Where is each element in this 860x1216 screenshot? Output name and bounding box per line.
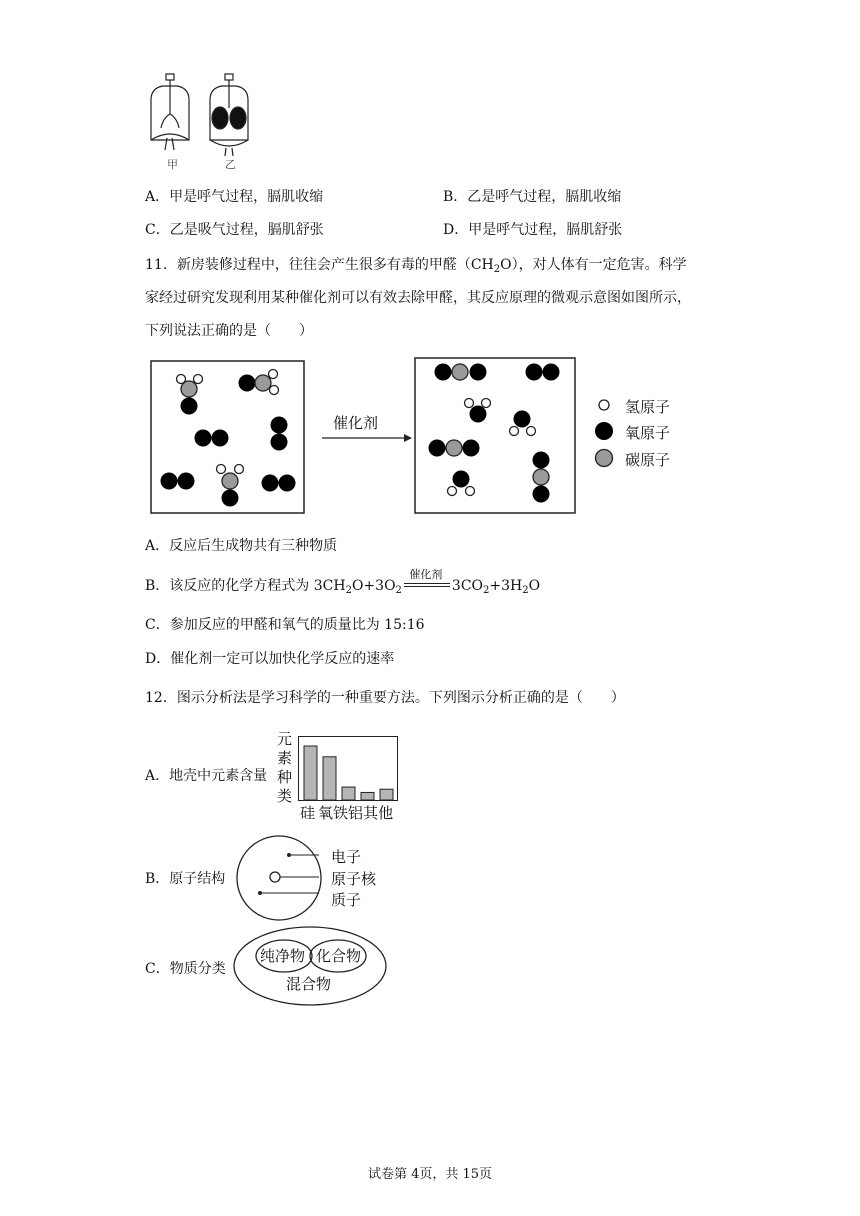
q12-stem: 12．图示分析法是学习科学的一种重要方法。下列图示分析正确的是（ ） — [145, 690, 625, 706]
bar-硅 — [304, 746, 317, 800]
classification-diagram — [232, 925, 388, 1007]
legend-hydrogen-icon — [599, 400, 609, 410]
oxygen-molecule — [526, 364, 560, 381]
q11-option-c: C．参加反应的甲醛和氧气的质量比为 15:16 — [145, 617, 425, 633]
q11-option-a: A．反应后生成物共有三种物质 — [145, 538, 338, 554]
atom-label-electron: 电子 — [331, 848, 362, 866]
products-box — [415, 358, 575, 513]
q11-stem-line3: 下列说法正确的是（ ） — [145, 323, 313, 339]
oxygen-molecule — [271, 417, 288, 451]
water-molecule — [465, 399, 491, 423]
bar-氧 — [323, 757, 336, 800]
q11-stem-line1: 11．新房装修过程中，往往会产生很多有毒的甲醛$(CH_2O)$，对人体有一定危害。科学 — [145, 257, 687, 275]
water-molecule — [448, 471, 475, 496]
chart-xlabels — [300, 802, 393, 823]
oxygen-molecule — [262, 475, 296, 492]
x-tick-label: 其他 — [363, 804, 394, 822]
q10-option-a: A．甲是呼气过程，膈肌收缩 — [145, 189, 324, 205]
class-label-pure: 纯净物 — [260, 947, 306, 965]
page-footer: 试卷第 4页，共 15页 — [367, 1167, 493, 1182]
formaldehyde-molecule — [217, 465, 244, 507]
q12-option-a: A．地壳中元素含量 — [145, 768, 268, 784]
carbon-dioxide-molecule — [533, 452, 550, 503]
class-label-compound: 化合物 — [316, 947, 362, 965]
legend-carbon-label: 碳原子 — [625, 451, 671, 469]
reaction-diagram — [148, 356, 708, 518]
bar-铝 — [361, 792, 374, 800]
oxygen-molecule — [161, 473, 195, 490]
atom-structure-diagram — [235, 835, 335, 925]
q10-option-c: C．乙是吸气过程，膈肌舒张 — [145, 222, 324, 238]
chart-ylabel: 元 素 种 类 — [277, 730, 293, 805]
formaldehyde-molecule — [177, 375, 203, 415]
q10-option-b: B．乙是呼气过程，膈肌收缩 — [443, 189, 622, 205]
image-label-jia: 甲 — [167, 158, 178, 171]
q11-option-d: D．催化剂一定可以加快化学反应的速率 — [145, 651, 395, 667]
equation-condition: 催化剂 — [404, 579, 450, 593]
image-label-yi: 乙 — [225, 158, 236, 171]
carbon-dioxide-molecule — [435, 364, 487, 381]
x-tick-label: 铁 — [333, 804, 349, 822]
reaction-arrowhead — [404, 434, 412, 442]
q11-option-b: B．该反应的化学方程式为 $3CH_2O+3O_2$ 催化剂 $3CO_2+3H_2O$ — [145, 568, 541, 596]
formaldehyde-molecule — [239, 370, 279, 395]
legend-carbon-icon — [596, 450, 613, 467]
legend-oxygen-label: 氧原子 — [625, 424, 671, 442]
oxygen-molecule — [195, 430, 229, 447]
bar-其他 — [380, 789, 393, 800]
element-bar-chart — [298, 736, 398, 802]
jar-jia — [151, 74, 189, 150]
arrow-label: 催化剂 — [333, 414, 379, 432]
water-molecule — [510, 411, 536, 436]
q10-option-d: D．甲是呼气过程，膈肌舒张 — [443, 222, 623, 238]
bar-铁 — [342, 787, 355, 800]
atom-label-nucleus: 原子核 — [331, 870, 377, 888]
jar-yi — [210, 74, 248, 156]
legend-oxygen-icon — [595, 422, 613, 440]
legend-hydrogen-label: 氢原子 — [625, 398, 671, 416]
breathing-model-images — [145, 72, 265, 172]
x-tick-label: 硅 — [300, 804, 316, 822]
carbon-dioxide-molecule — [429, 440, 480, 457]
class-label-mixture: 混合物 — [286, 975, 332, 993]
legend — [595, 400, 613, 467]
x-tick-label: 氧 — [318, 804, 334, 822]
atom-label-proton: 质子 — [331, 891, 362, 909]
x-tick-label: 铝 — [348, 804, 364, 822]
nucleus-circle — [270, 872, 280, 882]
q11-stem-line2: 家经过研究发现利用某种催化剂可以有效去除甲醛，其反应原理的微观示意图如图所示， — [145, 290, 691, 306]
q12-option-c: C．物质分类 — [145, 961, 226, 977]
q12-option-b: B．原子结构 — [145, 871, 226, 887]
